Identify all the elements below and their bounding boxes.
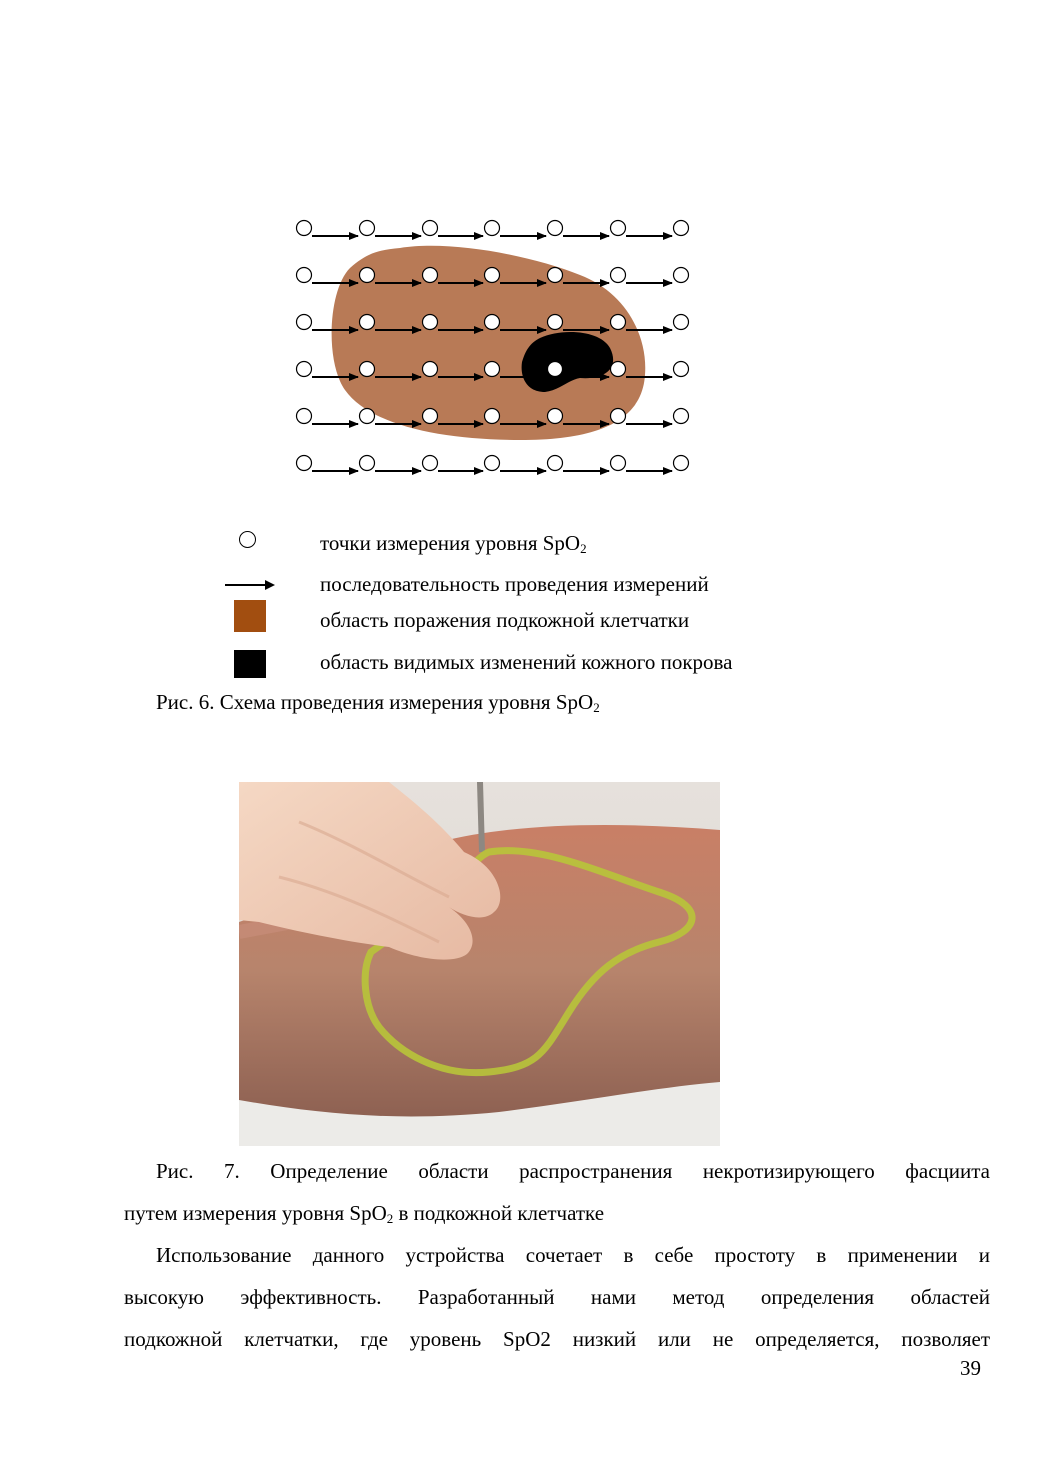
measurement-point xyxy=(360,362,375,377)
leg-photo xyxy=(239,782,720,1146)
figure-7-caption xyxy=(124,1150,990,1234)
measurement-point xyxy=(674,409,689,424)
measurement-point xyxy=(423,268,438,283)
measurement-point xyxy=(485,268,500,283)
measurement-point xyxy=(485,315,500,330)
measurement-point xyxy=(548,409,563,424)
measurement-point xyxy=(611,456,626,471)
measurement-scheme-diagram xyxy=(0,0,1040,500)
measurement-point xyxy=(674,362,689,377)
measurement-point xyxy=(297,221,312,236)
measurement-point xyxy=(297,409,312,424)
measurement-point xyxy=(674,315,689,330)
figure-7-caption-line2: путем измерения уровня SpO$_2$ в подкожной клетчатке xyxy=(124,1201,605,1226)
measurement-point xyxy=(297,268,312,283)
figure-6-caption: Рис. 6. Схема проведения измерения уровня SpO$_2$ xyxy=(156,690,600,715)
measurement-point xyxy=(485,221,500,236)
page-number: 39 xyxy=(960,1356,981,1380)
legend-sequence-label: последовательность проведения измерений xyxy=(320,572,709,596)
measurement-point xyxy=(423,221,438,236)
measurement-point xyxy=(548,221,563,236)
measurement-point xyxy=(360,409,375,424)
measurement-point xyxy=(297,315,312,330)
measurement-point xyxy=(360,315,375,330)
measurement-point xyxy=(674,268,689,283)
body-line-2: высокую эффективность. Разработанный нами метод определения областей xyxy=(124,1285,990,1309)
skin-swatch-icon xyxy=(234,650,266,678)
body-line-1: Использование данного устройства сочетает в себе простоту в применении и xyxy=(156,1243,990,1267)
figure-7-caption-line1: Рис. 7. Определение области распространения некротизирующего фасциита xyxy=(156,1159,990,1183)
measurement-point xyxy=(485,362,500,377)
lesion-swatch-icon xyxy=(234,600,266,632)
measurement-point xyxy=(423,315,438,330)
measurement-point xyxy=(548,268,563,283)
legend-lesion-label: область поражения подкожной клетчатки xyxy=(320,608,690,632)
measurement-point xyxy=(360,456,375,471)
measurement-point xyxy=(611,221,626,236)
measurement-point xyxy=(297,456,312,471)
legend-row-points xyxy=(0,525,1040,565)
measurement-point xyxy=(611,409,626,424)
measurement-point xyxy=(297,362,312,377)
legend-row-skin xyxy=(0,650,1040,690)
measurement-point xyxy=(548,315,563,330)
measurement-point xyxy=(674,456,689,471)
measurement-point xyxy=(674,221,689,236)
circle-icon xyxy=(239,531,256,548)
measurement-point xyxy=(548,456,563,471)
measurement-point xyxy=(360,221,375,236)
measurement-point xyxy=(423,409,438,424)
arrow-right-icon xyxy=(225,578,275,592)
measurement-point xyxy=(485,456,500,471)
measurement-point xyxy=(611,268,626,283)
measurement-point xyxy=(423,362,438,377)
leg-photo-illustration xyxy=(239,782,720,1146)
measurement-point xyxy=(360,268,375,283)
measurement-point xyxy=(423,456,438,471)
measurement-point xyxy=(611,362,626,377)
body-paragraph xyxy=(124,1234,990,1360)
legend-skin-label: область видимых изменений кожного покрова xyxy=(320,650,733,674)
legend-row-lesion xyxy=(0,600,1040,640)
measurement-point xyxy=(548,362,563,377)
measurement-point xyxy=(611,315,626,330)
measurement-point xyxy=(485,409,500,424)
legend-points-label: точки измерения уровня SpO$_2$ xyxy=(320,531,587,556)
body-line-3: подкожной клетчатки, где уровень SpO2 низкий или не определяется, позволяет xyxy=(124,1327,990,1351)
